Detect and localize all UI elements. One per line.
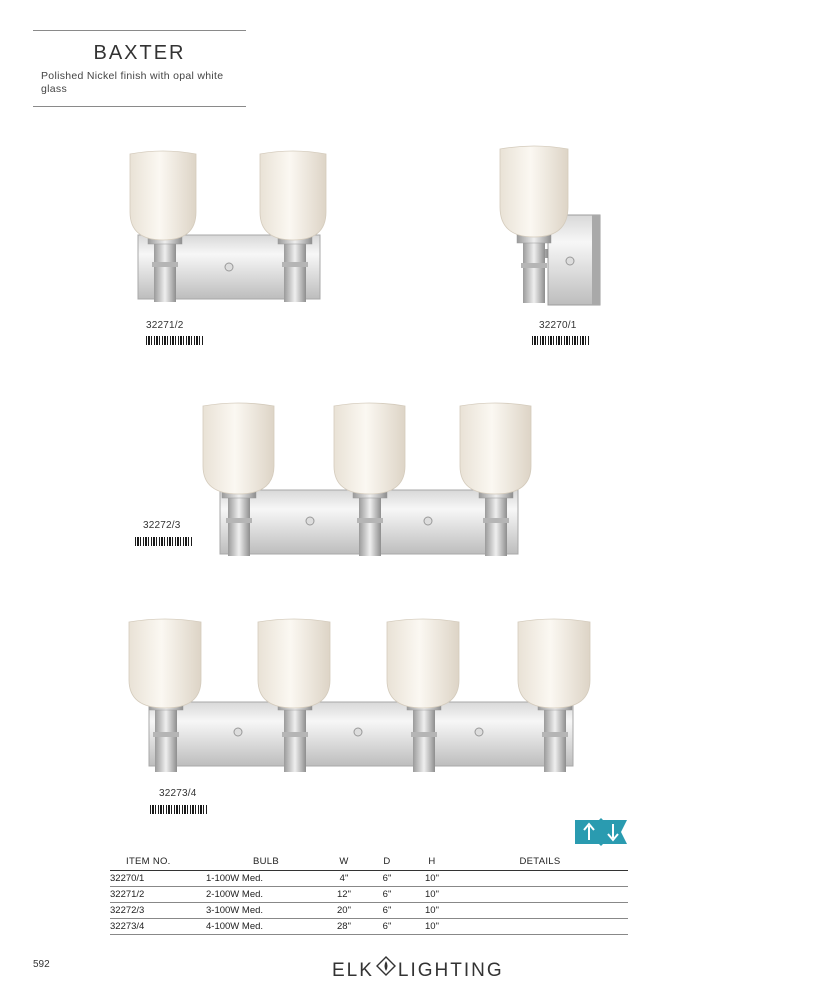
table-row (110, 903, 628, 919)
cell (452, 903, 628, 919)
col-header: DETAILS (452, 856, 628, 871)
cell: 32270/1 (110, 871, 206, 887)
cell: 10" (412, 903, 452, 919)
cell: 6" (362, 919, 412, 935)
cell: 32273/4 (110, 919, 206, 935)
brand-name-left: ELK (332, 960, 374, 982)
cell: 6" (362, 887, 412, 903)
brand-logo (332, 960, 504, 982)
cell: 4" (326, 871, 362, 887)
table-row (110, 919, 628, 935)
header-top-rule (33, 30, 246, 31)
elk-diamond-logo-icon (376, 956, 396, 982)
table-row (110, 887, 628, 903)
col-header: D (362, 856, 412, 871)
sku-label: 32273/4 (159, 788, 197, 799)
page-number: 592 (33, 959, 50, 970)
cell: 1-100W Med. (206, 871, 326, 887)
fixture-image-1-light (498, 145, 608, 310)
fixture-image-2-light (128, 150, 328, 310)
barcode (146, 336, 203, 345)
cell: 10" (412, 871, 452, 887)
barcode (532, 336, 589, 345)
cell: 3-100W Med. (206, 903, 326, 919)
barcode (135, 537, 192, 546)
cell: 2-100W Med. (206, 887, 326, 903)
header-bottom-rule (33, 106, 246, 107)
cell: 6" (362, 871, 412, 887)
cell (452, 919, 628, 935)
sku-label: 32270/1 (539, 320, 577, 331)
brand-name-right: LIGHTING (397, 960, 504, 982)
fixture-image-4-light (127, 618, 597, 778)
sku-label: 32271/2 (146, 320, 184, 331)
fixture-image-3-light (200, 402, 530, 562)
cell (452, 887, 628, 903)
cell: 28" (326, 919, 362, 935)
col-header: W (326, 856, 362, 871)
spec-table-header (110, 856, 628, 871)
cell: 10" (412, 887, 452, 903)
col-header: H (412, 856, 452, 871)
cell: 32271/2 (110, 887, 206, 903)
cell: 32272/3 (110, 903, 206, 919)
up-down-mount-icon (575, 818, 627, 846)
cell (452, 871, 628, 887)
col-header: ITEM NO. (110, 856, 206, 871)
sku-label: 32272/3 (143, 520, 181, 531)
cell: 20" (326, 903, 362, 919)
cell: 6" (362, 903, 412, 919)
barcode (150, 805, 207, 814)
col-header: BULB (206, 856, 326, 871)
cell: 4-100W Med. (206, 919, 326, 935)
cell: 12" (326, 887, 362, 903)
series-description: Polished Nickel finish with opal white glass (41, 70, 224, 95)
spec-table (110, 856, 628, 935)
cell: 10" (412, 919, 452, 935)
table-row (110, 871, 628, 887)
series-title: BAXTER (93, 42, 186, 64)
